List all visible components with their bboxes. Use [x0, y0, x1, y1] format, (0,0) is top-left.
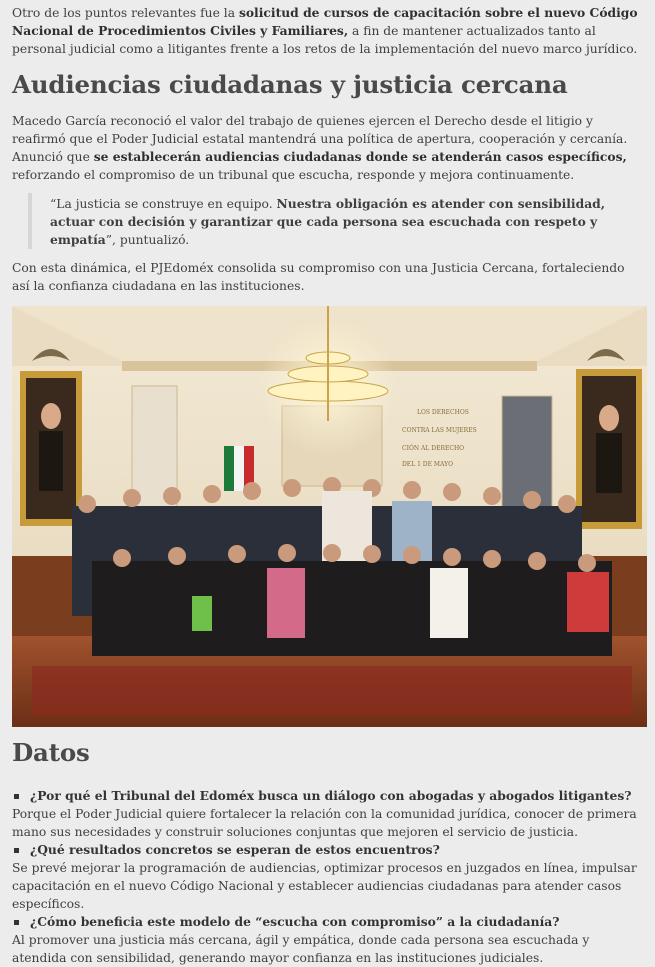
faq-item [12, 841, 644, 913]
quote-text-2: ”, puntualizó. [105, 233, 190, 247]
section-bold-text: se establecerán audiencias ciudadanas donde se atenderán casos específicos, [93, 149, 627, 164]
wall-text-3: CIÓN AL DERECHO [402, 445, 465, 452]
closing-paragraph: Con esta dinámica, el PJEdoméx consolida su compromiso con una Justicia Cercana, fortaleciendo así la confianza ciudadana en las instituciones. [12, 261, 625, 293]
faq-item [12, 913, 644, 967]
wall-text-2: CONTRA LAS MUJERES [402, 427, 477, 434]
faq-item [12, 787, 644, 841]
intro-paragraph [12, 4, 642, 58]
faq-list [12, 787, 644, 967]
faq-question: ¿Qué resultados concretos se esperan de estos encuentros? [12, 841, 644, 859]
intro-bold-text: solicitud de cursos de capacitación sobre el nuevo Código Nacional de Procedimientos Civiles y Familiares, [12, 5, 638, 38]
intro-text-1: Otro de los puntos relevantes fue la [12, 6, 239, 20]
wall-text-1: LOS DERECHOS [417, 409, 469, 416]
section-paragraph [12, 112, 642, 184]
quote-text [50, 195, 632, 249]
faq-question: ¿Por qué el Tribunal del Edoméx busca un diálogo con abogadas y abogados litigantes? [12, 787, 644, 805]
section-text-2: reforzando el compromiso de un tribunal que escucha, responde y mejora continuamente. [12, 168, 575, 182]
section-heading: Audiencias ciudadanas y justicia cercana [12, 70, 568, 99]
group-photo [12, 306, 647, 727]
section-text-1: Macedo García reconoció el valor del trabajo de quienes ejercen el Derecho desde el litigio y reafirmó que el Poder Judicial estatal mantendrá una política de apertura, cooperación y cercanía. Anunció que [12, 114, 628, 164]
faq-answer: Se prevé mejorar la programación de audiencias, optimizar procesos en juzgados en línea, impulsar capacitación en el nuevo Código Nacional y establecer audiencias ciudadanas para atender casos específicos. [12, 861, 637, 911]
intro-text-2: a fin de mantener actualizados tanto al personal judicial como a litigantes frente a los retos de la implementación del nuevo marco jurídico. [12, 24, 638, 56]
faq-answer: Porque el Poder Judicial quiere fortalecer la relación con la comunidad jurídica, conocer de primera mano sus necesidades y construir soluciones conjuntas que mejoren el servicio de justicia. [12, 807, 637, 839]
datos-heading: Datos [12, 738, 90, 767]
quote-bold-text: Nuestra obligación es atender con sensibilidad, actuar con decisión y garantizar que cada persona sea escuchada con respeto y empatía [50, 196, 606, 247]
faq-answer: Al promover una justicia más cercana, ágil y empática, donde cada persona sea escuchada y atendida con sensibilidad, generando mayor confianza en las instituciones judiciales. [12, 933, 590, 965]
group-photo-illustration [12, 306, 647, 727]
faq-question: ¿Cómo beneficia este modelo de “escucha con compromiso” a la ciudadanía? [12, 913, 644, 931]
blockquote [28, 193, 646, 249]
quote-text-1: “La justicia se construye en equipo. [50, 197, 277, 211]
wall-text-4: DEL 1 DE MAYO [402, 461, 454, 468]
